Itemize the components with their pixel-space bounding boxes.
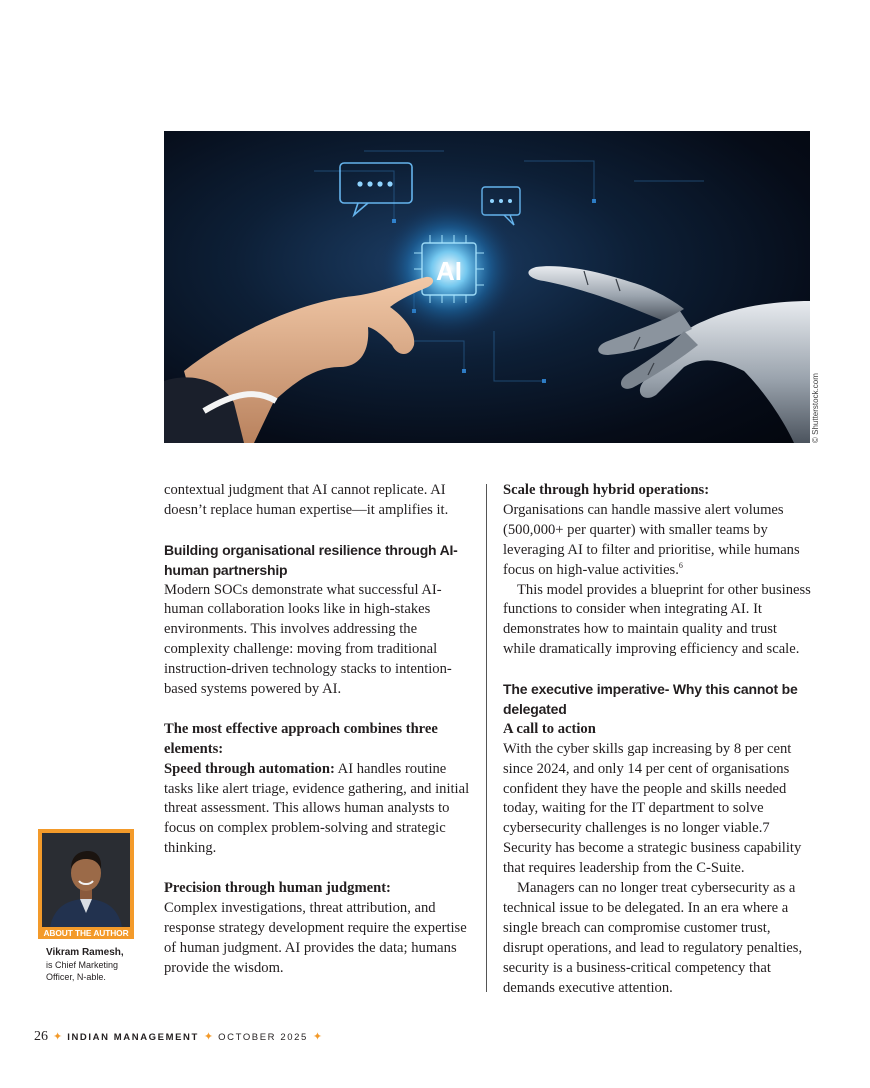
speed-lead: Speed through automation: [164,760,335,777]
section-heading: Building organisational resilience through AI-human partnership [164,541,458,578]
intro-paragraph: contextual judgment that AI cannot replicate. AI doesn’t replace human expertise—it amplifies it. [164,482,449,518]
author-box [38,829,134,939]
ai-chip-label: AI [436,256,462,286]
scale-heading: Scale through hybrid operations: [503,482,710,498]
model-paragraph: This model provides a blueprint for other business functions to consider when integrating AI. It demonstrates how to maintain quality and trust while dramatically improving efficiency and scale. [503,581,811,658]
precision-heading: Precision through human judgment: [164,880,391,897]
footnote-marker: 6 [678,560,683,570]
avatar [42,833,130,927]
issue-date: OCTOBER 2025 [218,1032,308,1043]
diamond-icon: ✦ [312,1031,323,1043]
speed-body: AI handles routine tasks like alert triage, evidence gathering, and initial threat assessment. This allows human analysts to focus on complex problem-solving and strategic thinking. [164,760,470,857]
speed-paragraph [164,760,470,860]
body-paragraph: Modern SOCs demonstrate what successful AI-human collaboration looks like in high-stakes environments. This involves addressing the complexity challenge: moving from traditional instruction-driven technology stacks to intention-based systems powered by AI. [164,581,452,698]
hero-image [164,131,810,443]
ai-hands-illustration [164,131,810,443]
page-footer [34,1029,327,1045]
executive-heading: The executive imperative- Why this cannot be delegated [503,681,798,717]
human-hand [164,277,433,443]
approach-heading: The most effective approach combines three elements: [164,720,438,757]
magazine-name: INDIAN MANAGEMENT [67,1032,199,1043]
scale-paragraph [503,501,811,581]
precision-paragraph: Complex investigations, threat attribution, and response strategy development require the expertise of human judgment. AI provides the data; humans provide the wisdom. [164,899,467,976]
call-to-action-heading: A call to action [503,720,596,737]
column-divider [486,484,487,992]
photo-credit: © Shutterstock.com [811,373,820,443]
page-number: 26 [34,1029,48,1044]
author-photo [42,833,130,927]
diamond-icon: ✦ [53,1031,63,1043]
about-author-label: ABOUT THE AUTHOR [43,928,129,938]
managers-paragraph: Managers can no longer treat cybersecurity as a technical issue to be delegated. In an era where a single breach can compromise customer trust, disrupt operations, and lead to regulatory penalties, security is a business-critical competency that demands executive attention. [503,880,803,996]
article-column-left [164,481,470,979]
author-name: Vikram Ramesh, [46,947,124,958]
author-bio [46,947,136,983]
scale-body: Organisations can handle massive alert volumes (500,000+ per quarter) with smaller teams by leveraging AI to filter and prioritise, while humans focus on high-value activities. [503,501,800,578]
author-role: is Chief Marketing Officer, N-able. [46,960,119,982]
call-to-action-paragraph: With the cyber skills gap increasing by 8 per cent since 2024, and only 14 per cent of organisations confident they have the people and skills needed today, waiting for the IT department to solve cybersecurity challenges is no longer viable.7 Security has become a strategic business capability that requires leadership from the C-Suite. [503,740,802,877]
robot-hand [528,266,810,443]
diamond-icon: ✦ [203,1031,214,1043]
article-column-right [503,481,811,999]
